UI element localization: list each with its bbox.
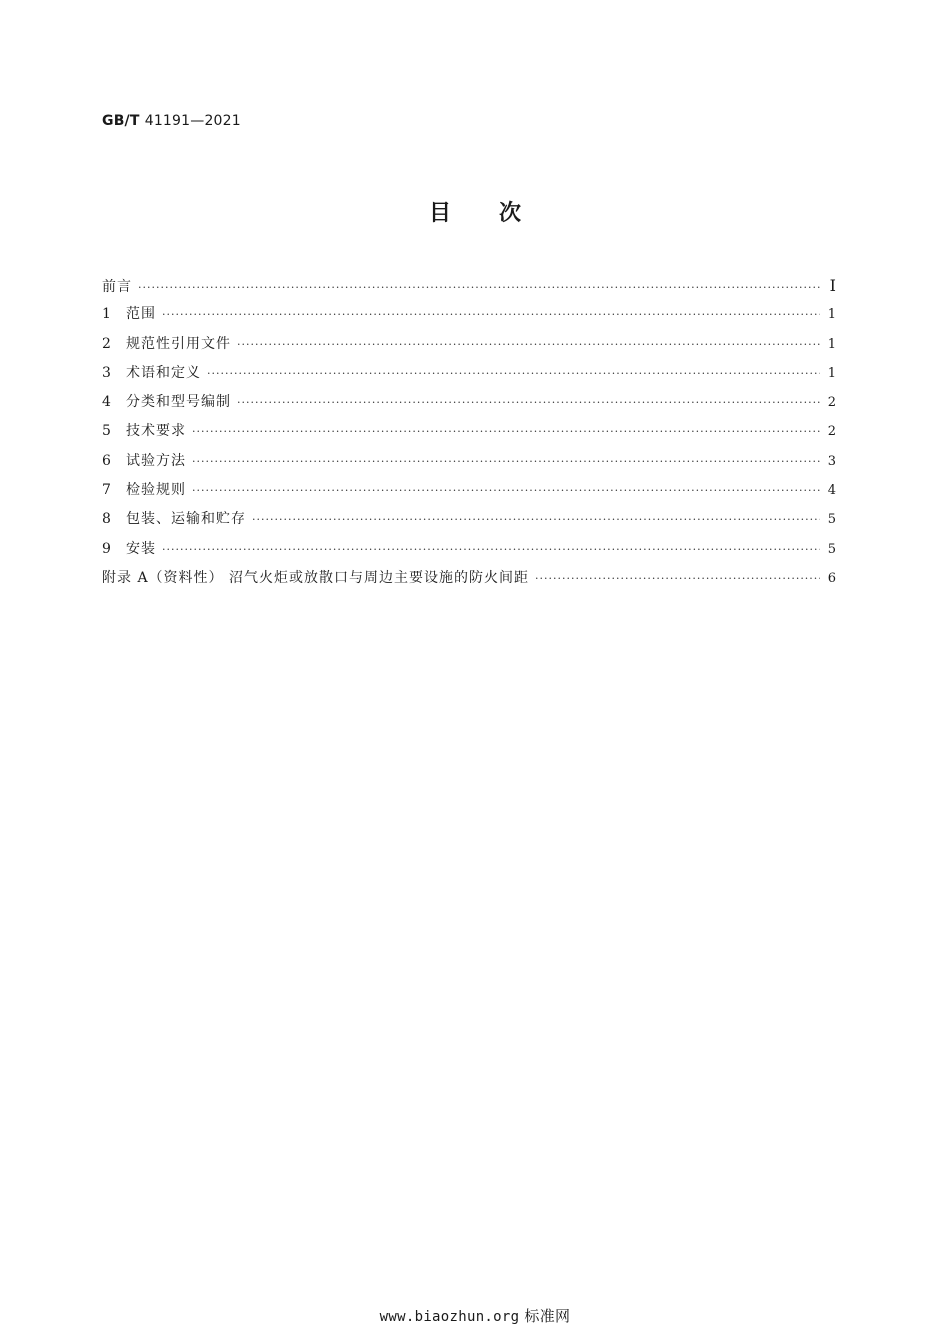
toc-leader-dots <box>162 535 820 564</box>
toc-entry-number: 6 <box>102 452 111 469</box>
toc-entry-foreword[interactable] <box>102 271 836 300</box>
toc-entry-title: 分类和型号编制 <box>126 394 231 411</box>
toc-entry-7[interactable] <box>102 476 836 505</box>
toc-entry-number: 7 <box>102 482 111 499</box>
toc-entry-number: 9 <box>102 540 111 557</box>
toc-entry-title: 规范性引用文件 <box>126 335 231 352</box>
toc-entry-title: 前言 <box>102 279 132 295</box>
toc-entry-number: 8 <box>102 511 111 528</box>
toc-entry-9[interactable] <box>102 535 836 564</box>
toc-entry-page: 2 <box>827 424 836 440</box>
toc-entry-number: 4 <box>102 394 111 411</box>
toc-leader-dots <box>252 505 820 534</box>
toc-entry-page: 2 <box>827 395 836 411</box>
toc-entry-4[interactable] <box>102 388 836 417</box>
toc-entry-title: 技术要求 <box>126 423 186 440</box>
toc-entry-page: 1 <box>827 336 836 352</box>
page-title-char: 目 <box>428 201 451 226</box>
toc-entry-title: 范围 <box>126 306 156 323</box>
page-title <box>0 196 950 227</box>
toc-leader-dots <box>237 330 820 359</box>
footer-watermark <box>0 1305 950 1326</box>
toc-leader-dots <box>535 564 820 593</box>
table-of-contents <box>102 271 836 593</box>
page-title-char: 次 <box>499 201 522 226</box>
toc-leader-dots <box>138 273 820 302</box>
toc-entry-number: 5 <box>102 423 111 440</box>
toc-entry-page: 5 <box>827 541 836 557</box>
toc-entry-title: 检验规则 <box>126 482 186 499</box>
toc-entry-title: 安装 <box>126 540 156 557</box>
toc-leader-dots <box>207 359 820 388</box>
toc-entry-page: Ⅰ <box>829 276 836 295</box>
toc-entry-page: 5 <box>827 512 836 528</box>
toc-entry-title: 附录 A（资料性） 沼气火炬或放散口与周边主要设施的防火间距 <box>102 569 530 586</box>
toc-entry-title: 试验方法 <box>126 452 186 469</box>
toc-entry-number: 2 <box>102 335 111 352</box>
standard-code <box>102 113 241 129</box>
toc-entry-6[interactable] <box>102 447 836 476</box>
toc-entry-page: 6 <box>827 570 836 586</box>
standard-number: 41191—2021 <box>144 113 241 129</box>
toc-entry-annex-a[interactable] <box>102 564 836 593</box>
toc-leader-dots <box>237 388 820 417</box>
toc-entry-number: 3 <box>102 364 111 381</box>
toc-leader-dots <box>192 417 820 446</box>
toc-entry-page: 4 <box>827 483 836 499</box>
toc-entry-1[interactable] <box>102 300 836 329</box>
toc-entry-page: 1 <box>827 307 836 323</box>
toc-entry-5[interactable] <box>102 417 836 446</box>
toc-entry-page: 3 <box>827 453 836 469</box>
toc-leader-dots <box>162 300 820 329</box>
toc-entry-2[interactable] <box>102 330 836 359</box>
toc-leader-dots <box>192 447 820 476</box>
footer-site-name: 标准网 <box>524 1307 571 1325</box>
toc-entry-page: 1 <box>827 365 836 381</box>
footer-url[interactable]: www.biaozhun.org <box>379 1309 520 1325</box>
toc-entry-title: 术语和定义 <box>126 364 201 381</box>
toc-entry-8[interactable] <box>102 505 836 534</box>
standard-prefix: GB/T <box>102 113 140 129</box>
toc-entry-title: 包装、运输和贮存 <box>126 511 246 528</box>
toc-entry-3[interactable] <box>102 359 836 388</box>
toc-leader-dots <box>192 476 820 505</box>
toc-entry-number: 1 <box>102 306 111 323</box>
